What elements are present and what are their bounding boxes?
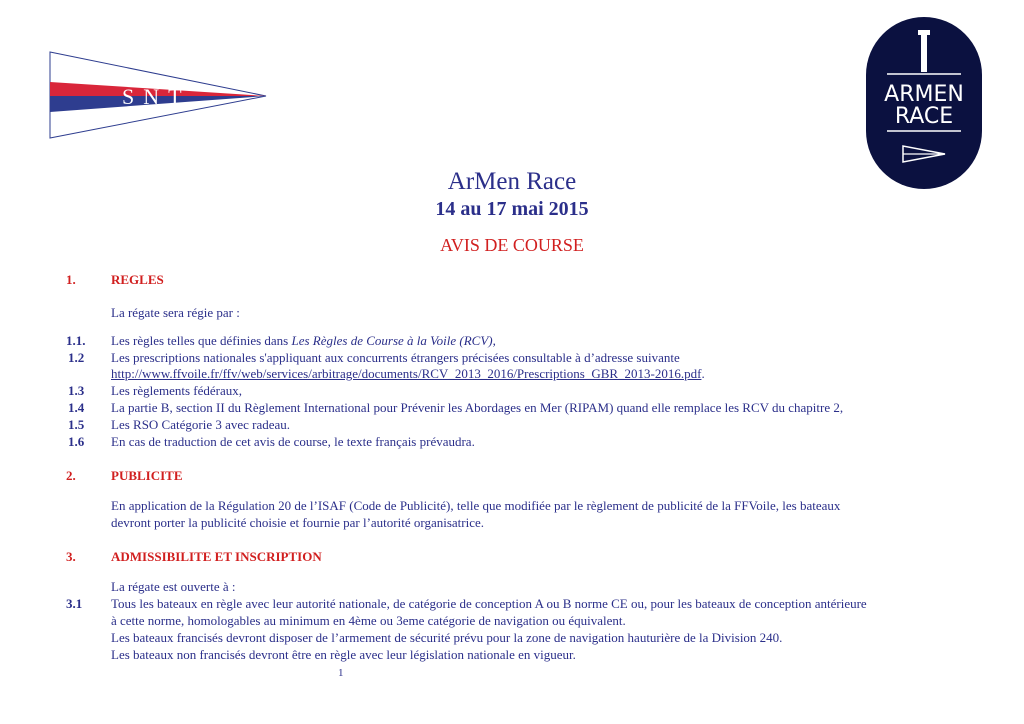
item-1-2-number: 1.2 xyxy=(68,350,85,365)
notice-heading: AVIS DE COURSE xyxy=(440,235,584,255)
armen-logo-line2: RACE xyxy=(894,104,954,129)
section-2-line-2: devront porter la publicité choisie et fournie par l’autorité organisatrice. xyxy=(111,515,485,530)
item-1-6-text: En cas de traduction de cet avis de course, le texte français prévaudra. xyxy=(111,434,475,449)
section-3-line-2: à cette norme, homologables au minimum en 4ème ou 3eme catégorie de navigation ou équivalent. xyxy=(111,613,626,628)
item-1-1-italic: Les Règles de Course à la Voile (RCV), xyxy=(291,333,496,348)
section-2-number: 2. xyxy=(66,468,76,483)
section-3-title: ADMISSIBILITE ET INSCRIPTION xyxy=(111,549,322,564)
section-1-title: REGLES xyxy=(111,272,164,287)
section-1-number: 1. xyxy=(66,272,76,287)
section-3-line-1: Tous les bateaux en règle avec leur autorité nationale, de catégorie de conception A ou B norme CE ou, pour les bateaux de conception antérieure xyxy=(111,596,867,611)
armen-logo-line1: ARMEN xyxy=(884,82,964,107)
section-3-number: 3. xyxy=(66,549,76,564)
item-1-2-link-line xyxy=(111,366,705,382)
link-trailing-dot: . xyxy=(701,366,705,381)
item-1-4-number: 1.4 xyxy=(68,400,85,415)
section-3-line-3: Les bateaux francisés devront disposer de l’armement de sécurité prévu pour la zone de navigation hauturière de la Division 240. xyxy=(111,630,783,645)
item-1-5-text: Les RSO Catégorie 3 avec radeau. xyxy=(111,417,291,432)
item-1-4-text: La partie B, section II du Règlement International pour Prévenir les Abordages en Mer (RIPAM) quand elle remplace les RCV du chapitre 2, xyxy=(111,400,844,415)
item-1-2-text: Les prescriptions nationales s'appliquant aux concurrents étrangers précisées consultable à d’adresse suivante xyxy=(111,350,680,365)
armen-race-logo xyxy=(865,16,983,190)
item-1-1-text xyxy=(111,333,496,349)
event-dates: 14 au 17 mai 2015 xyxy=(435,198,589,220)
section-3-line-4: Les bateaux non francisés devront être en règle avec leur législation nationale en vigueur. xyxy=(111,647,576,662)
document-title: ArMen Race xyxy=(447,168,577,195)
item-1-1-number: 1.1. xyxy=(66,333,86,348)
snt-logo-text: SNT xyxy=(122,84,191,109)
item-3-1-number: 3.1 xyxy=(66,596,83,611)
item-1-1-text-plain: Les règles telles que définies dans xyxy=(111,333,292,348)
section-1-intro: La régate sera régie par : xyxy=(111,305,240,320)
page-number: 1 xyxy=(338,667,344,679)
item-1-3-text: Les règlements fédéraux, xyxy=(111,383,243,398)
section-2-title: PUBLICITE xyxy=(111,468,183,483)
prescriptions-link[interactable]: http://www.ffvoile.fr/ffv/web/services/arbitrage/documents/RCV_2013_2016/Prescriptions_GBR_2013-2016.pdf xyxy=(111,366,702,381)
section-2-line-1: En application de la Régulation 20 de l’ISAF (Code de Publicité), telle que modifiée par le règlement de publicité de la FFVoile, les bateaux xyxy=(111,498,841,513)
item-1-5-number: 1.5 xyxy=(68,417,85,432)
item-1-6-number: 1.6 xyxy=(68,434,85,449)
snt-logo xyxy=(48,50,270,140)
section-3-intro: La régate est ouverte à : xyxy=(111,579,236,594)
item-1-3-number: 1.3 xyxy=(68,383,85,398)
